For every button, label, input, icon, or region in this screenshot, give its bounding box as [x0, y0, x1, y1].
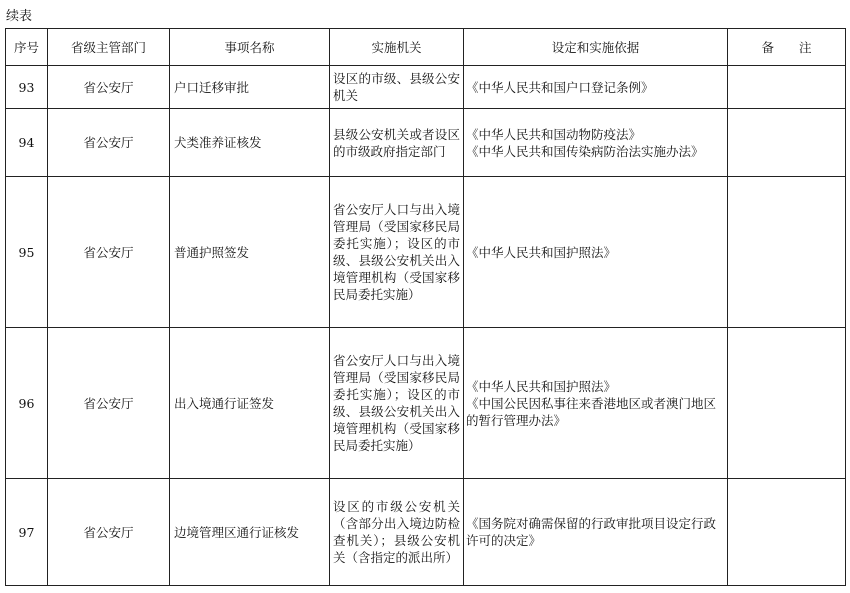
row-name: 边境管理区通行证核发	[170, 479, 330, 586]
table-row	[6, 479, 846, 586]
row-agency: 设区的市级公安机关（含部分出入境边防检查机关）；县级公安机关（含指定的派出所）	[330, 479, 464, 586]
row-basis	[464, 66, 728, 109]
row-no: 97	[6, 479, 48, 586]
table-header-row	[6, 29, 846, 66]
table-row	[6, 328, 846, 479]
row-name: 户口迁移审批	[170, 66, 330, 109]
basis-line: 《中华人民共和国动物防疫法》	[466, 126, 642, 142]
table-row	[6, 66, 846, 109]
row-dept: 省公安厅	[48, 328, 170, 479]
row-dept: 省公安厅	[48, 109, 170, 177]
row-no: 94	[6, 109, 48, 177]
row-name: 普通护照签发	[170, 177, 330, 328]
header-name: 事项名称	[170, 29, 330, 66]
row-note	[728, 66, 846, 109]
header-agency: 实施机关	[330, 29, 464, 66]
continued-caption: 续表	[6, 9, 33, 24]
row-agency: 省公安厅人口与出入境管理局（受国家移民局委托实施）；设区的市级、县级公安机关出入境管理机构（受国家移民局委托实施）	[330, 328, 464, 479]
row-basis	[464, 109, 728, 177]
row-basis	[464, 177, 728, 328]
basis-line: 《中华人民共和国护照法》	[466, 378, 617, 394]
row-note	[728, 177, 846, 328]
row-basis	[464, 479, 728, 586]
row-agency: 省公安厅人口与出入境管理局（受国家移民局委托实施）；设区的市级、县级公安机关出入境管理机构（受国家移民局委托实施）	[330, 177, 464, 328]
row-note	[728, 328, 846, 479]
row-note	[728, 479, 846, 586]
header-no: 序号	[6, 29, 48, 66]
basis-line: 《国务院对确需保留的行政审批项目设定行政许可的决定》	[466, 516, 717, 548]
basis-line: 《中华人民共和国传染病防治法实施办法》	[466, 143, 704, 159]
row-no: 95	[6, 177, 48, 328]
basis-line: 《中华人民共和国护照法》	[466, 244, 617, 260]
header-basis: 设定和实施依据	[464, 29, 728, 66]
row-basis	[464, 328, 728, 479]
header-note: 备 注	[728, 29, 846, 66]
row-no: 96	[6, 328, 48, 479]
row-agency: 县级公安机关或者设区的市级政府指定部门	[330, 109, 464, 177]
row-dept: 省公安厅	[48, 66, 170, 109]
approval-items-table	[5, 28, 846, 586]
row-no: 93	[6, 66, 48, 109]
basis-line: 《中国公民因私事往来香港地区或者澳门地区的暂行管理办法》	[466, 395, 717, 428]
row-dept: 省公安厅	[48, 479, 170, 586]
basis-line: 《中华人民共和国户口登记条例》	[466, 79, 654, 95]
row-agency: 设区的市级、县级公安机关	[330, 66, 464, 109]
table-row	[6, 109, 846, 177]
row-name: 出入境通行证签发	[170, 328, 330, 479]
header-dept: 省级主管部门	[48, 29, 170, 66]
row-name: 犬类准养证核发	[170, 109, 330, 177]
row-dept: 省公安厅	[48, 177, 170, 328]
table-row	[6, 177, 846, 328]
row-note	[728, 109, 846, 177]
